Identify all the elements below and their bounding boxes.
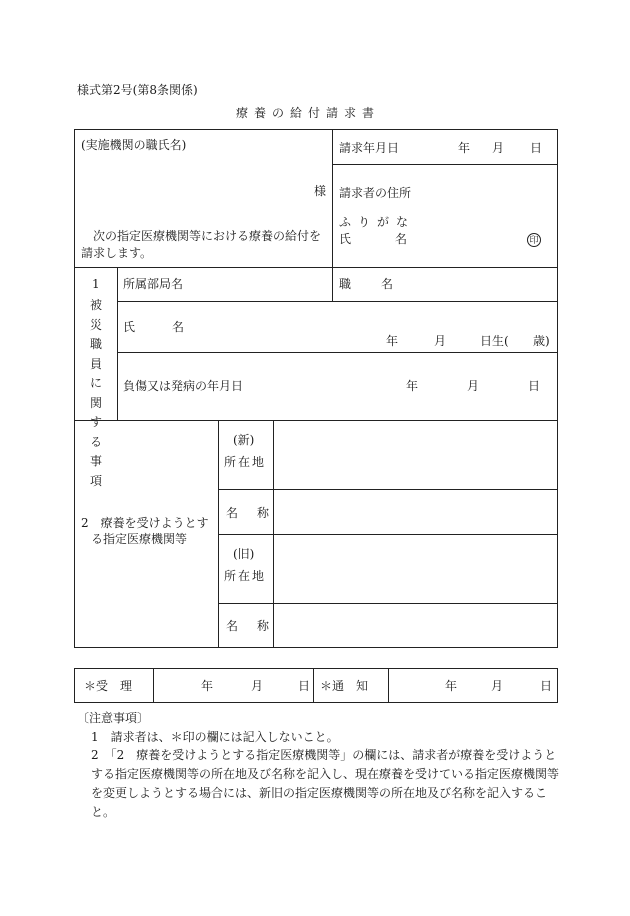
request-date-label: 請求年月日 <box>339 141 400 155</box>
birth-month-label: 月 <box>434 334 447 348</box>
notes-heading: 〔注意事項〕 <box>77 711 150 725</box>
divider <box>388 668 389 703</box>
new-name-label: 名称 <box>226 506 289 520</box>
section-1-number: 1 <box>92 277 100 291</box>
divider <box>74 420 558 421</box>
received-label: ＊受 理 <box>84 679 133 693</box>
injury-date-label: 負傷又は発病の年月日 <box>123 379 244 393</box>
notify-label: ＊通 知 <box>320 679 369 693</box>
note-item: 1 請求者は、＊印の欄には記入しないこと。 <box>91 730 339 744</box>
divider <box>117 301 558 302</box>
month-label: 月 <box>492 141 505 155</box>
injury-day-label: 日 <box>528 379 541 393</box>
form-number: 様式第2号(第8条関係) <box>77 83 198 97</box>
divider <box>117 352 558 353</box>
new-label: (新) <box>233 433 255 447</box>
notify-day-label: 日 <box>540 679 553 693</box>
age-label: 歳) <box>533 334 550 348</box>
divider <box>218 534 558 535</box>
day-label: 日 <box>530 141 543 155</box>
dept-label: 所属部局名 <box>123 277 184 291</box>
divider <box>332 164 557 165</box>
injury-month-label: 月 <box>467 379 480 393</box>
page-title: 療養の給付請求書 <box>236 106 381 120</box>
divider <box>117 267 118 420</box>
divider <box>332 267 333 301</box>
name-label: 氏名 <box>339 232 452 246</box>
old-label: (旧) <box>233 547 255 561</box>
divider <box>273 420 274 648</box>
notify-month-label: 月 <box>491 679 504 693</box>
divider <box>218 489 558 490</box>
section-2-title: る指定医療機関等 <box>91 532 188 546</box>
divider <box>153 668 154 703</box>
employee-name-label: 氏名 <box>123 320 222 334</box>
old-name-label: 名称 <box>226 619 289 633</box>
new-location-label: 所在地 <box>224 455 267 469</box>
note-item: と。 <box>91 805 116 819</box>
receipt-row <box>74 668 558 703</box>
old-location-label: 所在地 <box>224 569 267 583</box>
divider <box>313 668 314 703</box>
divider <box>332 129 333 267</box>
received-day-label: 日 <box>298 679 311 693</box>
seal-mark: 印 <box>527 233 541 247</box>
notify-year-label: 年 <box>445 679 458 693</box>
note-item: 2 「2 療養を受けようとする指定医療機関等」の欄には、請求者が療養を受けようと <box>91 748 557 762</box>
received-year-label: 年 <box>201 679 214 693</box>
honorific: 様 <box>314 184 327 198</box>
address-label: 請求者の住所 <box>339 186 412 200</box>
year-label: 年 <box>458 141 471 155</box>
injury-year-label: 年 <box>406 379 419 393</box>
request-text: 請求します。 <box>81 246 153 260</box>
birth-day-label: 日生( <box>480 334 509 348</box>
section-1-title: 被災職員に関する事項 <box>89 298 102 488</box>
divider <box>218 420 219 648</box>
divider <box>218 603 558 604</box>
section-2-title: 2 療養を受けようとす <box>81 516 209 530</box>
divider <box>74 267 558 268</box>
note-item: を変更しようとする場合には、新旧の指定医療機関等の所在地及び名称を記入するこ <box>91 786 548 800</box>
note-item: する指定医療機関等の所在地及び名称を記入し、現在療養を受けている指定医療機関等 <box>91 767 560 781</box>
job-label: 職名 <box>339 277 424 291</box>
request-text: 次の指定医療機関等における療養の給付を <box>93 229 322 243</box>
furigana-label: ふりがな <box>339 215 416 229</box>
birth-year-label: 年 <box>386 334 399 348</box>
received-month-label: 月 <box>251 679 264 693</box>
institution-label: (実施機関の職氏名) <box>81 138 187 152</box>
